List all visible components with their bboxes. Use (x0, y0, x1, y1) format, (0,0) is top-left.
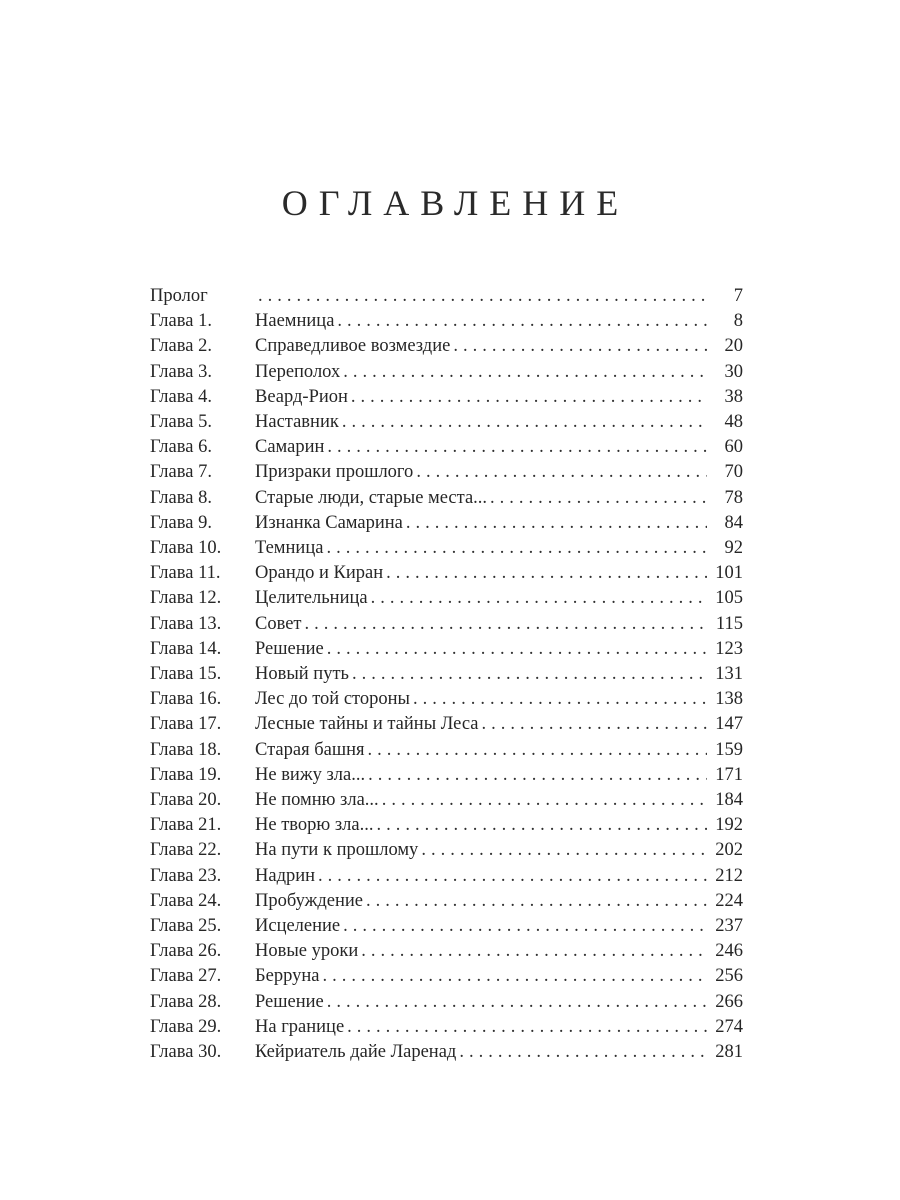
entry-dot-leader (376, 813, 707, 838)
entry-dot-leader (459, 1040, 707, 1065)
entry-dot-leader (368, 738, 708, 763)
entry-title: Кейриатель дайе Ларенад (255, 1042, 457, 1063)
entry-page: 115 (715, 613, 743, 634)
entry-label: Глава 8. (150, 487, 212, 508)
entry-title: Целительница (255, 588, 368, 609)
entry-title: На пути к прошлому (255, 840, 419, 861)
entry-title: Решение (255, 991, 324, 1012)
entry-page: 184 (715, 790, 743, 811)
toc-entry (150, 738, 743, 763)
entry-label: Глава 10. (150, 538, 222, 559)
entry-page: 131 (715, 664, 743, 685)
entry-page: 266 (715, 991, 743, 1012)
entry-dot-leader (318, 864, 707, 889)
entry-title: На границе (255, 1016, 345, 1037)
entry-dot-leader (366, 889, 707, 914)
entry-title: Не вижу зла... (255, 764, 366, 785)
toc-entry (150, 309, 743, 334)
entry-dot-leader (322, 964, 707, 989)
entry-dot-leader (453, 334, 707, 359)
entry-label: Глава 14. (150, 638, 222, 659)
entry-label: Глава 3. (150, 361, 212, 382)
entry-dot-leader (371, 586, 707, 611)
entry-label: Глава 16. (150, 689, 222, 710)
toc-entry (150, 662, 743, 687)
entry-dot-leader (347, 1015, 707, 1040)
entry-title: Старая башня (255, 739, 365, 760)
toc-entry (150, 284, 743, 309)
toc-entry (150, 712, 743, 737)
toc-entry (150, 410, 743, 435)
entry-title: Не творю зла... (255, 815, 374, 836)
entry-page: 70 (724, 462, 743, 483)
toc-entry (150, 360, 743, 385)
entry-title: Новые уроки (255, 941, 359, 962)
entry-label: Глава 28. (150, 991, 222, 1012)
entry-title: Совет (255, 613, 302, 634)
toc-entry (150, 460, 743, 485)
entry-title: Решение (255, 638, 324, 659)
entry-page: 92 (724, 538, 743, 559)
entry-dot-leader (327, 990, 707, 1015)
toc-entry (150, 788, 743, 813)
toc-entry (150, 586, 743, 611)
entry-label: Глава 20. (150, 790, 222, 811)
entry-dot-leader (421, 838, 707, 863)
entry-page: 123 (715, 638, 743, 659)
toc-entry (150, 1040, 743, 1065)
toc-entry (150, 838, 743, 863)
entry-page: 48 (724, 412, 743, 433)
entry-page: 274 (715, 1016, 743, 1037)
entry-label: Глава 1. (150, 311, 212, 332)
toc-entry (150, 864, 743, 889)
entry-label: Глава 7. (150, 462, 212, 483)
entry-title: Исцеление (255, 916, 341, 937)
entry-title: Лесные тайны и тайны Леса (255, 714, 479, 735)
entry-label: Глава 29. (150, 1016, 222, 1037)
toc-entry (150, 964, 743, 989)
entry-page: 159 (715, 739, 743, 760)
entry-dot-leader (413, 687, 707, 712)
entry-label: Глава 18. (150, 739, 222, 760)
entry-label: Глава 19. (150, 764, 222, 785)
entry-dot-leader (351, 385, 707, 410)
entry-dot-leader (327, 637, 707, 662)
entry-title: Пробуждение (255, 890, 363, 911)
entry-page: 224 (715, 890, 743, 911)
entry-title: Надрин (255, 865, 316, 886)
entry-title: Темница (255, 538, 324, 559)
toc-entry (150, 612, 743, 637)
page-title: ОГЛАВЛЕНИЕ (281, 183, 630, 223)
entry-label: Глава 5. (150, 412, 212, 433)
toc-entry (150, 561, 743, 586)
entry-page: 237 (715, 916, 743, 937)
entry-dot-leader (337, 309, 707, 334)
entry-label: Глава 21. (150, 815, 222, 836)
entry-label: Глава 26. (150, 941, 222, 962)
entry-page: 138 (715, 689, 743, 710)
entry-dot-leader (343, 360, 707, 385)
toc-entry (150, 687, 743, 712)
entry-label: Глава 27. (150, 966, 222, 987)
entry-dot-leader (352, 662, 707, 687)
toc-entry (150, 486, 743, 511)
entry-label: Глава 15. (150, 664, 222, 685)
entry-title: Новый путь (255, 664, 349, 685)
entry-page: 246 (715, 941, 743, 962)
entry-label: Глава 9. (150, 512, 212, 533)
toc-entry (150, 763, 743, 788)
entry-page: 171 (715, 764, 743, 785)
entry-title: Переполох (255, 361, 341, 382)
entry-dot-leader (361, 939, 707, 964)
entry-dot-leader (343, 914, 707, 939)
entry-page: 256 (715, 966, 743, 987)
entry-dot-leader (326, 536, 707, 561)
entry-dot-leader (386, 561, 707, 586)
entry-label: Глава 12. (150, 588, 222, 609)
entry-dot-leader (305, 612, 707, 637)
toc-entry (150, 813, 743, 838)
entry-dot-leader (416, 460, 707, 485)
toc-entry (150, 385, 743, 410)
entry-label: Глава 22. (150, 840, 222, 861)
toc-entry (150, 435, 743, 460)
entry-title: Лес до той стороны (255, 689, 410, 710)
entry-title: Орандо и Киран (255, 563, 384, 584)
entry-page: 38 (724, 386, 743, 407)
entry-label: Пролог (150, 286, 208, 306)
entry-title: Старые люди, старые места... (255, 487, 488, 508)
entry-dot-leader (342, 410, 707, 435)
toc-entry (150, 990, 743, 1015)
entry-page: 7 (733, 286, 743, 306)
entry-title: Призраки прошлого (255, 462, 414, 483)
entry-dot-leader (327, 435, 707, 460)
entry-label: Глава 2. (150, 336, 212, 357)
entry-title: Справедливое возмездие (255, 336, 451, 357)
toc-list (150, 284, 743, 1065)
entry-label: Глава 23. (150, 865, 222, 886)
entry-dot-leader (382, 788, 707, 813)
entry-label: Глава 17. (150, 714, 222, 735)
entry-page: 8 (733, 311, 743, 332)
toc-entry (150, 914, 743, 939)
entry-page: 202 (715, 840, 743, 861)
toc-entry (150, 1015, 743, 1040)
entry-title: Берруна (255, 966, 320, 987)
entry-page: 84 (724, 512, 743, 533)
entry-dot-leader (406, 511, 707, 536)
toc-entry (150, 939, 743, 964)
entry-page: 147 (715, 714, 743, 735)
entry-title: Не помню зла... (255, 790, 379, 811)
entry-page: 281 (715, 1042, 743, 1063)
entry-page: 212 (715, 865, 743, 886)
entry-dot-leader (368, 763, 707, 788)
entry-page: 78 (724, 487, 743, 508)
entry-label: Глава 6. (150, 437, 212, 458)
entry-title: Веард-Рион (255, 386, 348, 407)
entry-page: 60 (724, 437, 743, 458)
entry-label: Глава 25. (150, 916, 222, 937)
entry-page: 192 (715, 815, 743, 836)
toc-entry (150, 511, 743, 536)
entry-page: 101 (715, 563, 743, 584)
entry-label: Глава 30. (150, 1042, 222, 1063)
entry-dot-leader (258, 284, 707, 309)
entry-page: 30 (724, 361, 743, 382)
toc-entry (150, 637, 743, 662)
entry-title: Изнанка Самарина (255, 512, 403, 533)
entry-page: 20 (724, 336, 743, 357)
entry-dot-leader (482, 712, 708, 737)
entry-dot-leader (490, 486, 707, 511)
entry-title: Наставник (255, 412, 339, 433)
toc-entry (150, 536, 743, 561)
entry-page: 105 (715, 588, 743, 609)
toc-entry (150, 334, 743, 359)
entry-label: Глава 4. (150, 386, 212, 407)
entry-label: Глава 13. (150, 613, 222, 634)
entry-label: Глава 24. (150, 890, 222, 911)
entry-title: Наемница (255, 311, 335, 332)
entry-title: Самарин (255, 437, 325, 458)
entry-label: Глава 11. (150, 563, 221, 584)
toc-entry (150, 889, 743, 914)
